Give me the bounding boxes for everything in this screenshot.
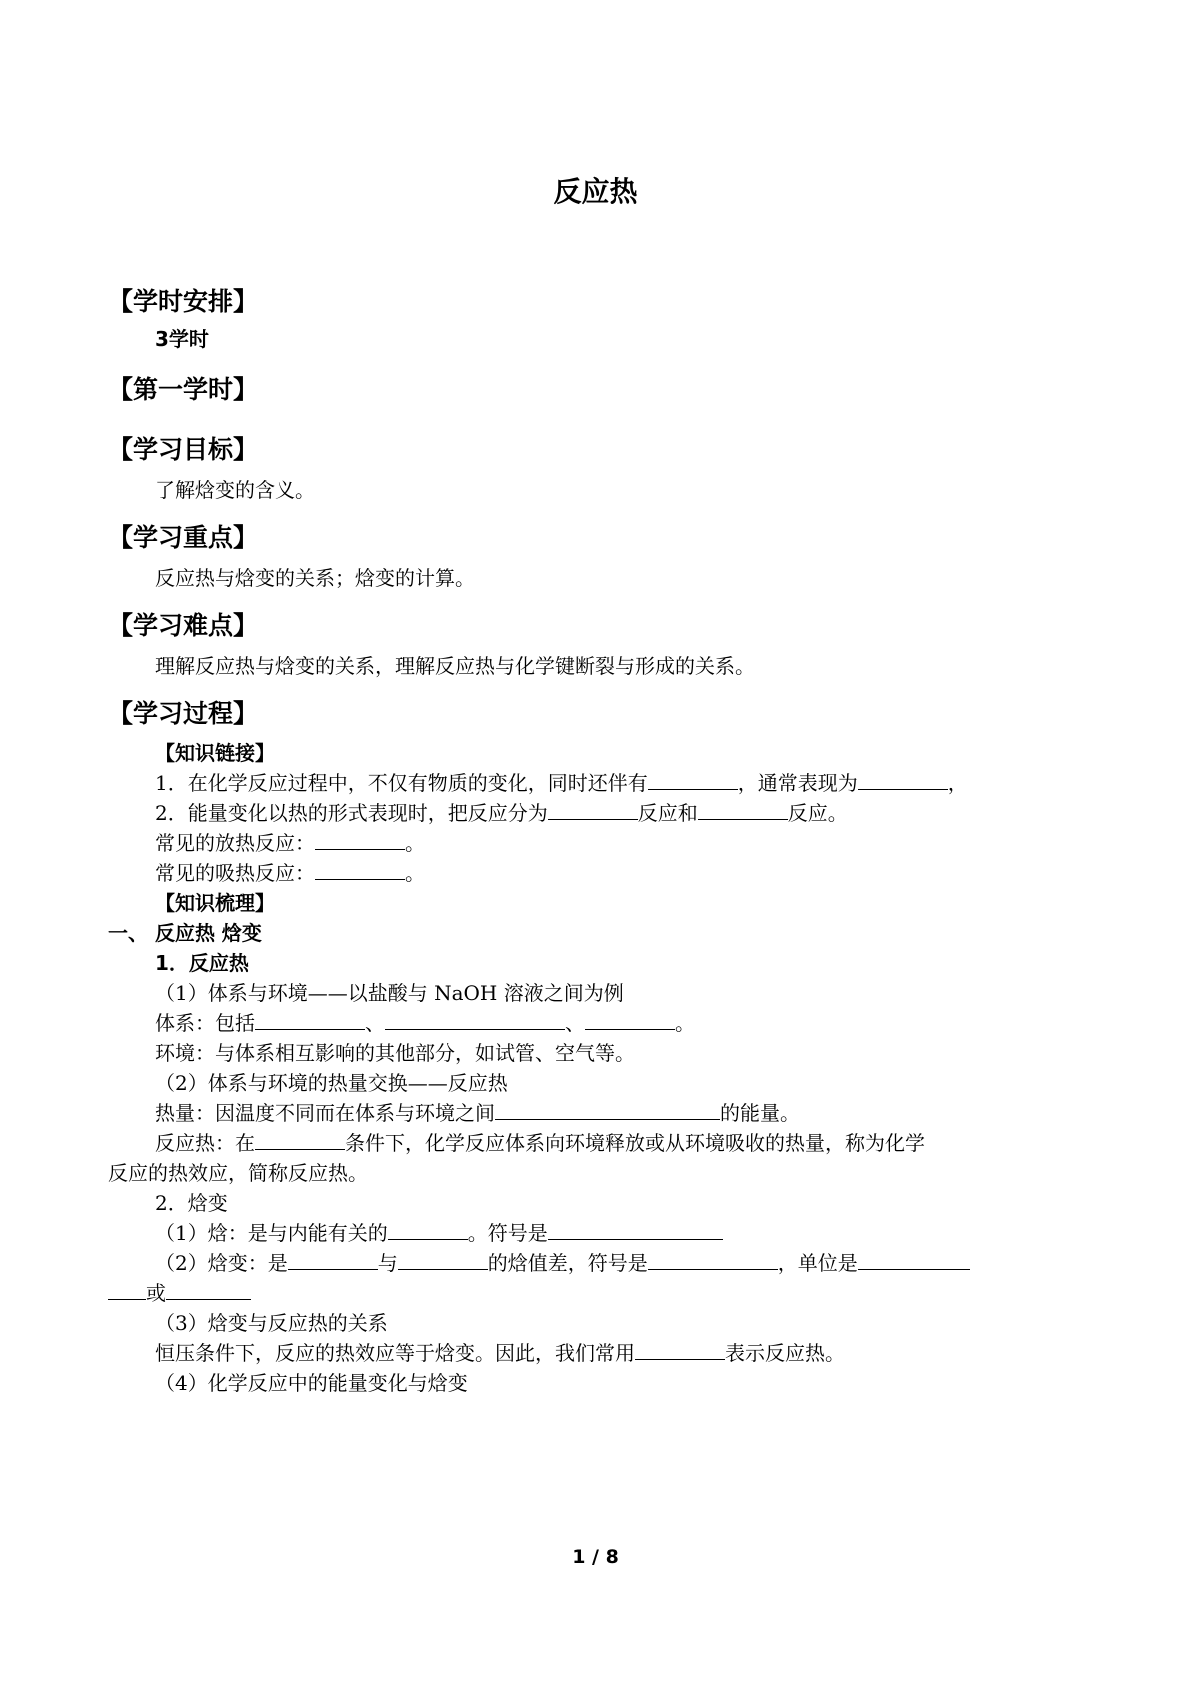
blank-line[interactable] bbox=[548, 801, 638, 820]
blank-line[interactable] bbox=[315, 861, 405, 880]
blank-line[interactable] bbox=[648, 771, 738, 790]
blank-line[interactable] bbox=[288, 1251, 378, 1270]
enthalpy-change-line bbox=[155, 1250, 970, 1276]
reaction-heat-definition: 条件下，化学反应体系向环境释放或从环境吸收的热量，称为化学 bbox=[345, 1131, 925, 1155]
heat-label: 热量：因温度不同而在体系与环境之间 bbox=[155, 1101, 495, 1125]
relation-suffix: 表示反应热。 bbox=[725, 1341, 845, 1365]
system-label: 体系：包括 bbox=[155, 1011, 255, 1035]
knowledge-link-heading: 【知识链接】 bbox=[155, 741, 275, 765]
endothermic-label: 常见的吸热反应： bbox=[155, 861, 315, 885]
enthalpy-diff-label: 的焓值差，符号是 bbox=[487, 1251, 648, 1275]
relation-line bbox=[155, 1340, 845, 1366]
blank-line[interactable] bbox=[255, 1131, 345, 1150]
unit-label: ，单位是 bbox=[777, 1251, 858, 1275]
period: 。 bbox=[405, 861, 425, 885]
heading-key-points: 【学习重点】 bbox=[108, 523, 259, 552]
separator: 、 bbox=[365, 1011, 385, 1035]
or-word: 或 bbox=[146, 1281, 166, 1305]
enthalpy-unit-cont bbox=[108, 1280, 251, 1306]
blank-line[interactable] bbox=[548, 1221, 723, 1240]
link-question-2 bbox=[155, 800, 848, 826]
document-title: 反应热 bbox=[553, 175, 638, 208]
blank-line[interactable] bbox=[585, 1011, 675, 1030]
blank-line[interactable] bbox=[108, 1281, 146, 1300]
separator: 、 bbox=[565, 1011, 585, 1035]
link-q1-part-c: ， bbox=[947, 771, 968, 795]
link-q1-part-a: 1．在化学反应过程中，不仅有物质的变化，同时还伴有 bbox=[155, 771, 648, 795]
blank-line[interactable] bbox=[315, 831, 405, 850]
enthalpy-symbol-label: 。符号是 bbox=[467, 1221, 548, 1245]
blank-line[interactable] bbox=[385, 1011, 565, 1030]
blank-line[interactable] bbox=[858, 1251, 970, 1270]
blank-line[interactable] bbox=[166, 1281, 251, 1300]
link-q1-part-b: ，通常表现为 bbox=[737, 771, 858, 795]
link-q2-part-c: 反应。 bbox=[787, 801, 848, 825]
goals-text: 了解焓变的含义。 bbox=[155, 478, 315, 502]
heat-exchange-title: （2）体系与环境的热量交换——反应热 bbox=[155, 1071, 508, 1095]
blank-line[interactable] bbox=[398, 1251, 488, 1270]
exothermic-label: 常见的放热反应： bbox=[155, 831, 315, 855]
relation-title: （3）焓变与反应热的关系 bbox=[155, 1311, 388, 1335]
knowledge-sort-heading: 【知识梳理】 bbox=[155, 891, 275, 915]
reaction-heat-definition-cont: 反应的热效应，简称反应热。 bbox=[108, 1161, 368, 1185]
reaction-heat-label: 反应热：在 bbox=[155, 1131, 255, 1155]
heading-goals: 【学习目标】 bbox=[108, 435, 259, 464]
heading-schedule: 【学时安排】 bbox=[108, 287, 259, 316]
reaction-heat-line bbox=[155, 1130, 925, 1156]
system-environment-title: （1）体系与环境——以盐酸与 NaOH 溶液之间为例 bbox=[155, 981, 624, 1005]
heading-process: 【学习过程】 bbox=[108, 699, 259, 728]
link-q2-part-a: 2．能量变化以热的形式表现时，把反应分为 bbox=[155, 801, 548, 825]
enthalpy-change-label: （2）焓变：是 bbox=[155, 1251, 288, 1275]
blank-line[interactable] bbox=[698, 801, 788, 820]
key-points-text: 反应热与焓变的关系；焓变的计算。 bbox=[155, 566, 475, 590]
blank-line[interactable] bbox=[635, 1341, 725, 1360]
energy-change-title: （4）化学反应中的能量变化与焓变 bbox=[155, 1371, 468, 1395]
blank-line[interactable] bbox=[255, 1011, 365, 1030]
link-q2-part-b: 反应和 bbox=[637, 801, 698, 825]
heading-first-hour: 【第一学时】 bbox=[108, 375, 259, 404]
environment-line: 环境：与体系相互影响的其他部分，如试管、空气等。 bbox=[155, 1041, 635, 1065]
period: 。 bbox=[405, 831, 425, 855]
relation-text: 恒压条件下，反应的热效应等于焓变。因此，我们常用 bbox=[155, 1341, 635, 1365]
and-word: 与 bbox=[377, 1251, 398, 1275]
period: 。 bbox=[675, 1011, 695, 1035]
blank-line[interactable] bbox=[648, 1251, 778, 1270]
blank-line[interactable] bbox=[495, 1101, 720, 1120]
enthalpy-label: （1）焓：是与内能有关的 bbox=[155, 1221, 388, 1245]
schedule-text: 3学时 bbox=[155, 327, 209, 351]
difficulties-text: 理解反应热与焓变的关系，理解反应热与化学键断裂与形成的关系。 bbox=[155, 654, 755, 678]
heat-line bbox=[155, 1100, 800, 1126]
blank-line[interactable] bbox=[858, 771, 948, 790]
part-one-heading: 一、 反应热 焓变 bbox=[108, 921, 262, 945]
link-question-1 bbox=[155, 770, 968, 796]
exothermic-line bbox=[155, 830, 425, 856]
subsection-enthalpy-change: 2．焓变 bbox=[155, 1191, 228, 1215]
system-line bbox=[155, 1010, 695, 1036]
subsection-reaction-heat: 1．反应热 bbox=[155, 951, 249, 975]
blank-line[interactable] bbox=[388, 1221, 468, 1240]
enthalpy-line bbox=[155, 1220, 723, 1246]
heading-difficulties: 【学习难点】 bbox=[108, 611, 259, 640]
endothermic-line bbox=[155, 860, 425, 886]
page-number: 1 / 8 bbox=[572, 1546, 619, 1568]
heat-suffix: 的能量。 bbox=[720, 1101, 800, 1125]
